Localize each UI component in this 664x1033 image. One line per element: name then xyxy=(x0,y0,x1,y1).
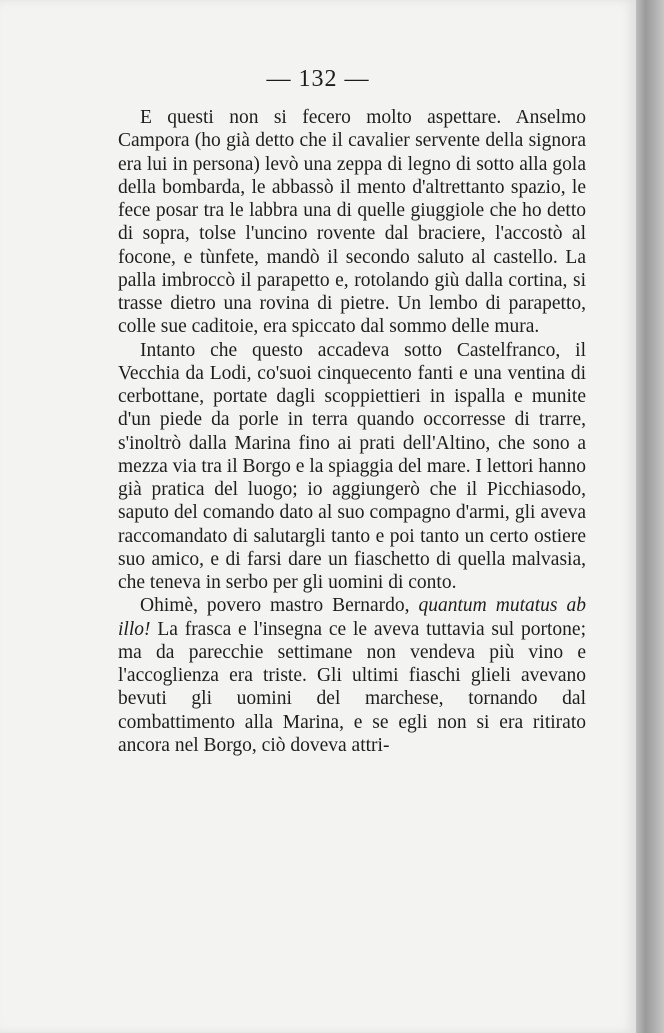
body-text xyxy=(118,106,586,757)
paragraph-2: Intanto che questo accadeva sotto Castelfranco, il Vecchia da Lodi, co'suoi cinquecento fanti e una ventina di cerbottane, portate dagli scoppiettieri in ispalla e munite d'un piede da porle in terra quando occorresse di trarre, s'inoltrò dalla Marina fino ai prati dell'Altino, che sono a mezza via tra il Borgo e la spiaggia del mare. I lettori hanno già pratica del luogo; io aggiungerò che il Picchiasodo, saputo del comando dato al suo compagno d'armi, gli aveva raccomandato di salutargli tanto e poi tanto un certo ostiere suo amico, e di farsi dare un fiaschetto di quella malvasia, che teneva in serbo per gli uomini di conto. xyxy=(118,339,587,593)
latin-quotation: quantum mutatus ab illo! xyxy=(118,595,586,640)
paragraph-3 xyxy=(118,594,586,757)
page-number: — 132 — xyxy=(266,66,370,92)
paragraph-3-rest: La frasca e l'insegna ce le aveva tuttavia sul portone; ma da parecchie settimane non vendeva più vino e l'accoglienza era triste. Gli ultimi fiaschi glieli avevano bevuti gli uomini del marchese, tornando dal combattimento alla Marina, e se egli non si era ritirato ancora nel Borgo, ciò doveva attri- xyxy=(118,618,586,756)
paragraph-1: E questi non si fecero molto aspettare. Anselmo Campora (ho già detto che il cavalier servente della signora era lui in persona) levò una zeppa di legno di sotto alla gola della bombarda, le abbassò il mento d'altrettanto spazio, le fece posar tra le labbra una di quelle giuggiole che ho detto di sopra, tolse l'uncino rovente dal braciere, l'accostò al focone, e tùnfete, mandò il secondo saluto al castello. La palla imbroccò il parapetto e, rotolando giù dalla cortina, si trasse dietro una rovina di pietre. Un lembo di parapetto, colle sue caditoie, era spiccato dal sommo delle mura. xyxy=(118,107,586,338)
paragraph-3-start: Ohimè, povero mastro Bernardo, xyxy=(140,595,419,617)
page-edge-shadow xyxy=(636,0,664,1033)
